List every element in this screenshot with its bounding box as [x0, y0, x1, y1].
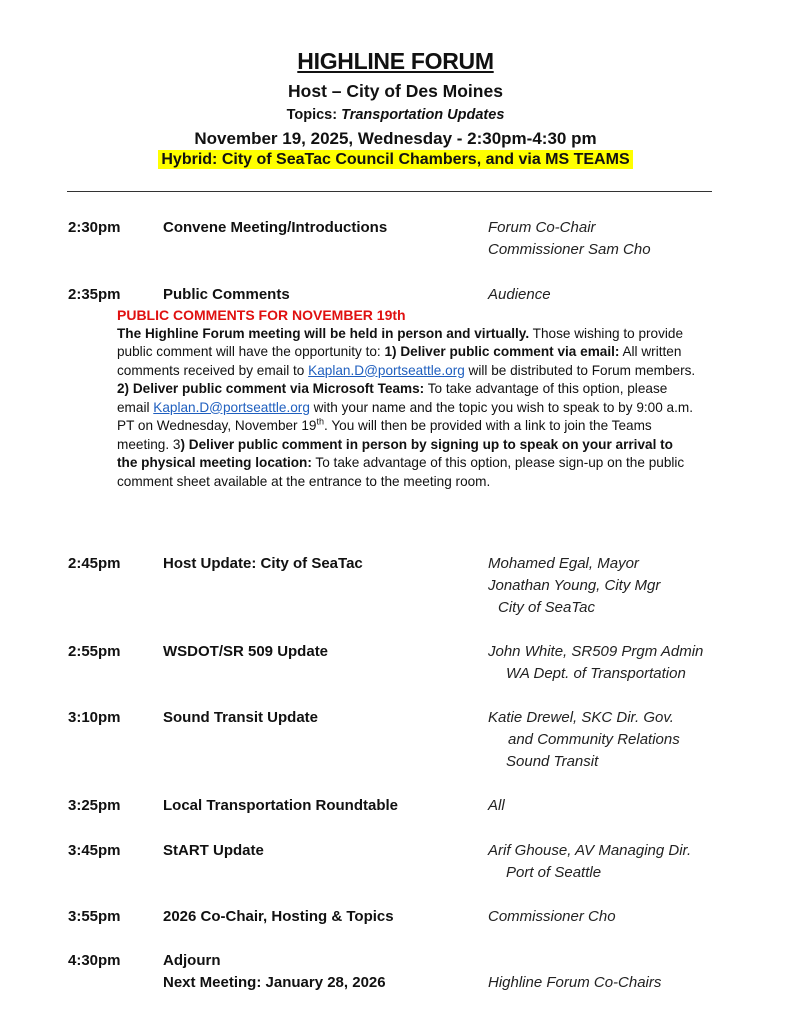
agenda-presenters: [488, 641, 703, 685]
presenter: Sound Transit: [506, 753, 599, 770]
agenda-time: 2:55pm: [68, 643, 121, 660]
agenda-time: 2:35pm: [68, 286, 121, 303]
pc-ordinal-suffix: th: [316, 416, 325, 427]
presenter: Jonathan Young, City Mgr: [488, 577, 661, 594]
pc-intro-text: Those wishing to provide public comment will have the opportunity to:: [117, 325, 684, 359]
pc-option2-bold: 2) Deliver public comment via Microsoft Teams:: [117, 381, 425, 396]
agenda-item: 2026 Co-Chair, Hosting & Topics: [163, 908, 394, 925]
agenda-presenters: [488, 284, 551, 306]
pc-option1-text: All written comments received by email to: [117, 344, 682, 378]
agenda-time: 3:45pm: [68, 842, 121, 859]
presenter: Mohamed Egal, Mayor: [488, 555, 639, 572]
presenter: Highline Forum Co-Chairs: [488, 974, 662, 991]
host-line: Host – City of Des Moines: [288, 81, 503, 101]
header-divider: [67, 191, 712, 192]
agenda-time: 2:45pm: [68, 555, 121, 572]
agenda-item: Adjourn: [163, 952, 221, 969]
pc-option1-bold: 1) Deliver public comment via email:: [384, 344, 620, 359]
agenda-item: Convene Meeting/Introductions: [163, 219, 388, 236]
pc-option3-text: To take advantage of this option, please sign-up on the public comment sheet available at the entrance to the meeting room.: [117, 455, 685, 489]
agenda-presenters: [488, 906, 616, 928]
agenda-time: 3:10pm: [68, 709, 121, 726]
public-comments-block: [117, 306, 697, 491]
pc-option2-text2: with your name and the topic you wish to speak to by 9:00 a.m. PT on Wednesday, November 19: [117, 399, 693, 433]
agenda-item: Sound Transit Update: [163, 709, 319, 726]
presenter: All: [488, 797, 505, 814]
document-title: HIGHLINE FORUM: [297, 48, 494, 74]
pc-option3-bold: ) Deliver public comment in person by signing up to speak on your arrival to the physical meeting location:: [117, 436, 673, 470]
agenda-presenters: [488, 840, 691, 884]
public-comments-body: [117, 325, 697, 492]
presenter: WA Dept. of Transportation: [506, 665, 686, 682]
public-comments-title: PUBLIC COMMENTS FOR NOVEMBER 19th: [117, 307, 406, 323]
topics-line: [0, 107, 791, 123]
presenter: Katie Drewel, SKC Dir. Gov.: [488, 709, 674, 726]
agenda-presenters: [488, 707, 680, 773]
presenter: John White, SR509 Prgm Admin: [488, 643, 704, 660]
presenter: City of SeaTac: [498, 599, 595, 616]
presenter: Forum Co-Chair: [488, 219, 596, 236]
presenter: Commissioner Sam Cho: [488, 241, 651, 258]
agenda-item: StART Update: [163, 842, 264, 859]
next-meeting: Next Meeting: January 28, 2026: [163, 974, 386, 991]
location-line: [0, 151, 791, 169]
agenda-presenters: [488, 553, 660, 619]
pc-option1-text2: will be distributed to Forum members.: [464, 362, 696, 378]
topics-label: Topics:: [286, 107, 338, 123]
email-link[interactable]: Kaplan.D@portseattle.org: [308, 362, 465, 378]
presenter: Arif Ghouse, AV Managing Dir.: [488, 842, 692, 859]
email-link[interactable]: Kaplan.D@portseattle.org: [153, 399, 310, 415]
agenda-time: 3:55pm: [68, 908, 121, 925]
location-highlight: Hybrid: City of SeaTac Council Chambers, and via MS TEAMS: [158, 150, 632, 169]
agenda-item: WSDOT/SR 509 Update: [163, 643, 329, 660]
pc-intro-bold: The Highline Forum meeting will be held in person and virtually.: [117, 325, 530, 341]
agenda-presenters: [488, 972, 661, 994]
agenda-time: 2:30pm: [68, 219, 121, 236]
presenter: Audience: [488, 286, 551, 303]
presenter: Commissioner Cho: [488, 908, 616, 925]
topics-value: Transportation Updates: [341, 107, 505, 123]
agenda-time: 4:30pm: [68, 952, 121, 969]
agenda-presenters: [488, 217, 651, 261]
agenda-time: 3:25pm: [68, 797, 121, 814]
agenda-item: Public Comments: [163, 286, 290, 303]
agenda-presenters: [488, 795, 505, 817]
presenter: Port of Seattle: [506, 864, 602, 881]
agenda-item: Host Update: City of SeaTac: [163, 555, 363, 572]
pc-option2-text: To take advantage of this option, please email: [117, 381, 668, 415]
presenter: and Community Relations: [508, 731, 680, 748]
agenda-item: Local Transportation Roundtable: [163, 797, 399, 814]
date-time-line: November 19, 2025, Wednesday - 2:30pm-4:30 pm: [194, 129, 597, 148]
pc-option2-text3: . You will then be provided with a link to join the Teams meeting. 3: [117, 418, 652, 452]
